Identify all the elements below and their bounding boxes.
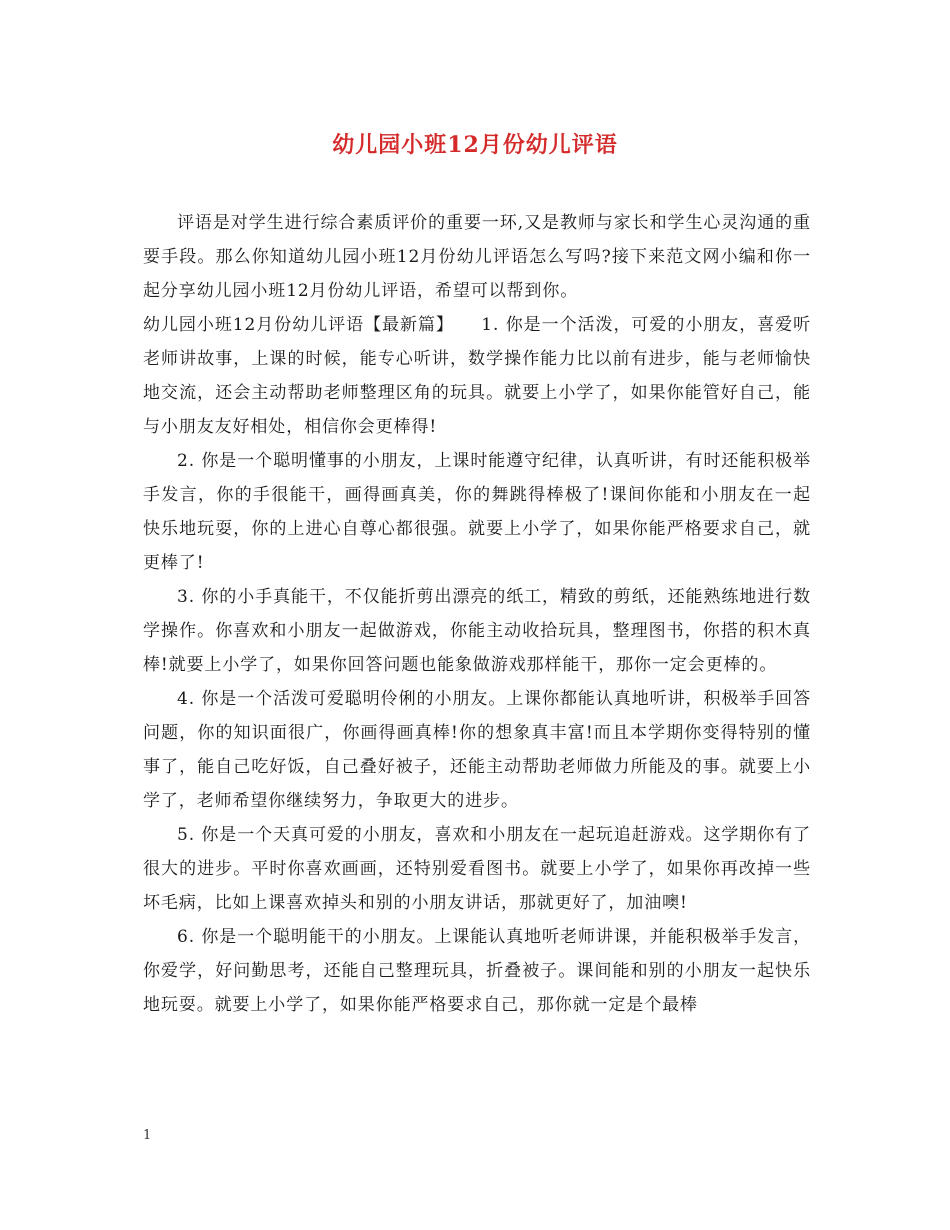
comment-paragraph-2: 2. 你是一个聪明懂事的小朋友，上课时能遵守纪律，认真听讲，有时还能积极举手发言，你的手很能干，画得画真美，你的舞跳得棒极了!课间你能和小朋友在一起快乐地玩耍，你的上进心自尊心都很强。就要上小学了，如果你能严格要求自己，就更棒了! [143,451,811,573]
comment-paragraph-5: 5. 你是一个天真可爱的小朋友，喜欢和小朋友在一起玩追赶游戏。这学期你有了很大的进步。平时你喜欢画画，还特别爱看图书。就要上小学了，如果你再改掉一些坏毛病，比如上课喜欢掉头和别的小朋友讲话，那就更好了，加油噢! [143,825,811,913]
document-body [143,206,811,1022]
comment-paragraph-6: 6. 你是一个聪明能干的小朋友。上课能认真地听老师讲课，并能积极举手发言，你爱学，好问勤思考，还能自己整理玩具，折叠被子。课间能和别的小朋友一起快乐地玩耍。就要上小学了，如果你能严格要求自己，那你就一定是个最棒 [143,927,811,1015]
intro-paragraph: 评语是对学生进行综合素质评价的重要一环,又是教师与家长和学生心灵沟通的重要手段。那么你知道幼儿园小班12月份幼儿评语怎么写吗?接下来范文网小编和你一起分享幼儿园小班12月份幼儿评语，希望可以帮到你。 [143,213,811,301]
comment-paragraph-4: 4. 你是一个活泼可爱聪明伶俐的小朋友。上课你都能认真地听讲，积极举手回答问题，你的知识面很广，你画得画真棒!你的想象真丰富!而且本学期你变得特别的懂事了，能自己吃好饭，自己叠好被子，还能主动帮助老师做力所能及的事。就要上小学了，老师希望你继续努力，争取更大的进步。 [143,689,811,811]
comment-paragraph-1: 幼儿园小班12月份幼儿评语【最新篇】 1. 你是一个活泼，可爱的小朋友，喜爱听老师讲故事，上课的时候，能专心听讲，数学操作能力比以前有进步，能与老师愉快地交流，还会主动帮助老师整理区角的玩具。就要上小学了，如果你能管好自己，能与小朋友友好相处，相信你会更棒得! [143,315,811,437]
document-title: 幼儿园小班12月份幼儿评语 [332,132,618,158]
page-number: 1 [143,1128,152,1143]
comment-paragraph-3: 3. 你的小手真能干，不仅能折剪出漂亮的纸工，精致的剪纸，还能熟练地进行数学操作。你喜欢和小朋友一起做游戏，你能主动收拾玩具，整理图书，你搭的积木真棒!就要上小学了，如果你回答问题也能象做游戏那样能干，那你一定会更棒的。 [143,587,811,675]
